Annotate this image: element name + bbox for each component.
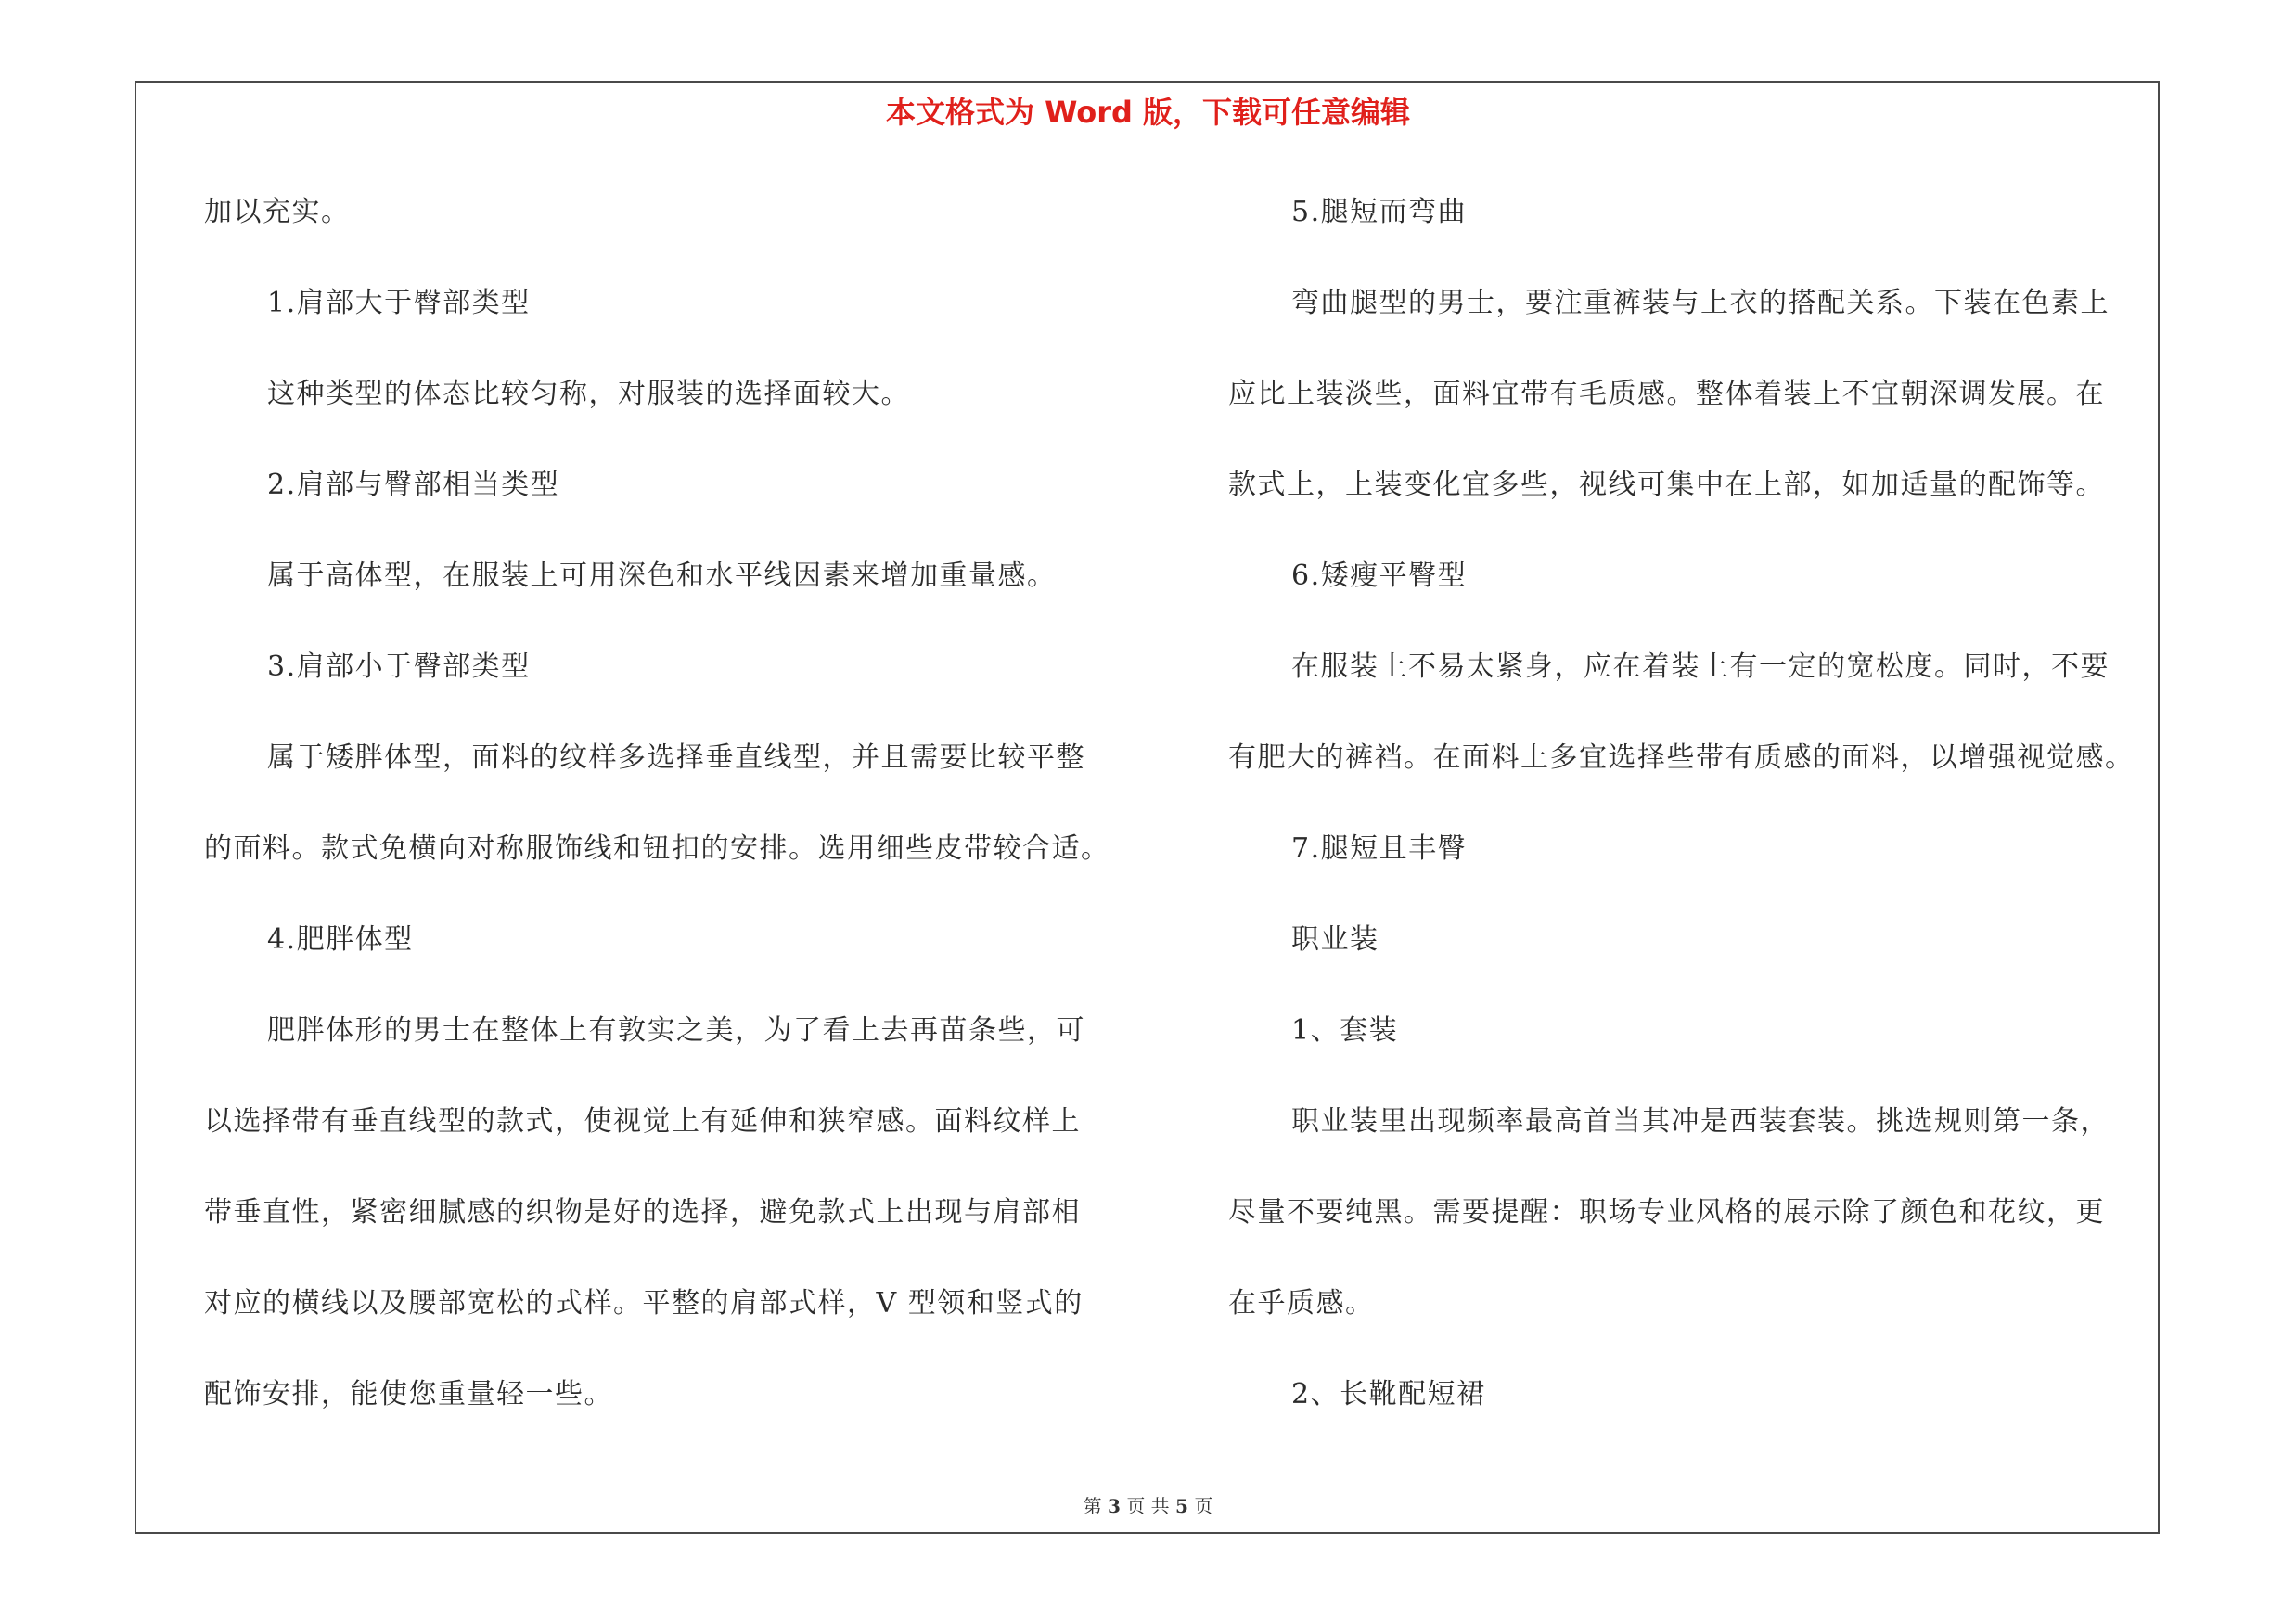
line-text: 以选择带有垂直线型的款式，使视觉上有延伸和狭窄感。面料纹样上 [204,1105,1081,1138]
paragraph-line [204,817,1132,908]
paragraph-line [1228,362,2156,453]
line-text: 配饰安排，能使您重量轻一些。 [204,1378,613,1410]
section-heading [204,635,1132,726]
paragraph-line [204,998,1132,1089]
line-text: 这种类型的体态比较匀称，对服装的选择面较大。 [267,378,910,410]
footer-suffix: 页 [1194,1495,1213,1517]
line-text: 弯曲腿型的男士，要注重裤装与上衣的搭配关系。下装在色素上 [1291,287,2110,319]
paragraph-line [204,1271,1132,1362]
line-text: 在乎质感。 [1228,1287,1375,1320]
word-format-banner: 本文格式为 Word 版，下载可任意编辑 [885,95,1411,130]
paragraph-line [1228,1180,2156,1271]
paragraph-line [1228,453,2156,544]
line-text: 款式上，上装变化宜多些，视线可集中在上部，如加适量的配饰等。 [1228,469,2105,501]
right-column [1228,180,2156,1453]
paragraph-line [204,544,1132,635]
line-text: 属于矮胖体型，面料的纹样多选择垂直线型，并且需要比较平整 [267,741,1085,774]
paragraph-line [204,362,1132,453]
line-text: 加以充实。 [204,196,351,228]
line-text: 7.腿短且丰臀 [1291,832,1468,865]
paragraph-line [204,1089,1132,1180]
footer-middle: 页 共 [1126,1495,1170,1517]
line-text: 6.矮瘦平臀型 [1291,560,1468,592]
line-text: 职业装里出现频率最高首当其冲是西装套装。挑选规则第一条， [1291,1105,2110,1138]
section-heading [204,271,1132,362]
section-heading [204,908,1132,998]
paragraph-line [1228,726,2156,817]
line-text: 3.肩部小于臀部类型 [267,650,531,683]
paragraph-line [1228,635,2156,726]
line-text: 职业装 [1291,923,1379,956]
section-heading [1228,544,2156,635]
paragraph-line [204,726,1132,817]
line-text: 带垂直性，紧密细腻感的织物是好的选择，避免款式上出现与肩部相 [204,1196,1081,1229]
line-text: 肥胖体形的男士在整体上有敦实之美，为了看上去再苗条些，可 [267,1014,1085,1047]
paragraph-line [204,1362,1132,1453]
paragraph-line [204,1180,1132,1271]
paragraph-line [1228,1089,2156,1180]
line-text: 1、套装 [1291,1014,1399,1047]
line-text: 有肥大的裤裆。在面料上多宜选择些带有质感的面料，以增强视觉感。 [1228,741,2135,774]
section-heading [1228,908,2156,998]
line-text: 2.肩部与臀部相当类型 [267,469,560,501]
line-text: 4.肥胖体型 [267,923,414,956]
line-text: 1.肩部大于臀部类型 [267,287,531,319]
section-heading [1228,817,2156,908]
line-text: 应比上装淡些，面料宜带有毛质感。整体着装上不宜朝深调发展。在 [1228,378,2105,410]
line-text: 在服装上不易太紧身，应在着装上有一定的宽松度。同时，不要 [1291,650,2110,683]
line-text: 5.腿短而弯曲 [1291,196,1468,228]
line-text: 对应的横线以及腰部宽松的式样。平整的肩部式样，V 型领和竖式的 [204,1287,1084,1320]
section-heading [1228,998,2156,1089]
total-page-number: 5 [1175,1495,1188,1517]
section-heading [1228,1362,2156,1453]
paragraph-line [1228,1271,2156,1362]
paragraph-line [1228,271,2156,362]
current-page-number: 3 [1108,1495,1121,1517]
left-column [204,180,1132,1453]
line-text: 2、长靴配短裙 [1291,1378,1486,1410]
section-heading [1228,180,2156,271]
paragraph-line [204,180,1132,271]
page-footer [0,1492,2296,1520]
line-text: 尽量不要纯黑。需要提醒：职场专业风格的展示除了颜色和花纹，更 [1228,1196,2105,1229]
section-heading [204,453,1132,544]
line-text: 属于高体型，在服装上可用深色和水平线因素来增加重量感。 [267,560,1057,592]
footer-prefix: 第 [1083,1495,1102,1517]
line-text: 的面料。款式免横向对称服饰线和钮扣的安排。选用细些皮带较合适。 [204,832,1110,865]
